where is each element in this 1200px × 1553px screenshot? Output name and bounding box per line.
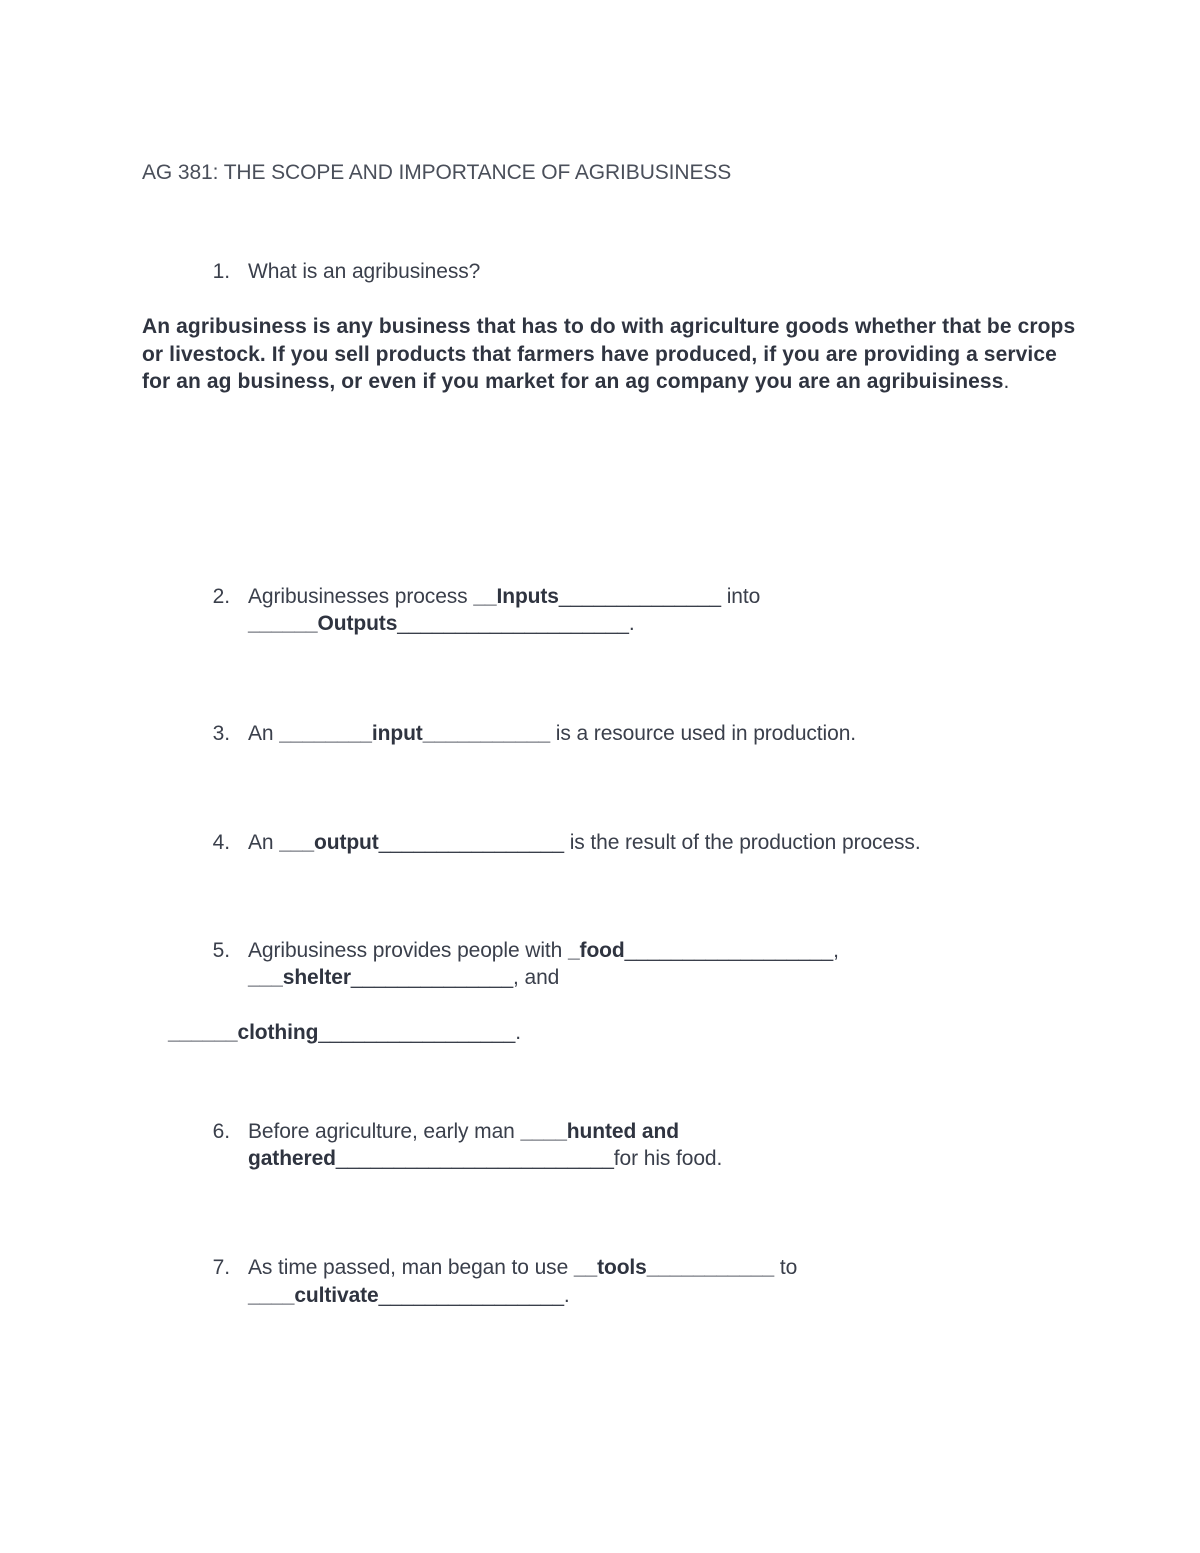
question-text-line-2: ____cultivate________________. bbox=[248, 1284, 570, 1307]
filled-answer: Inputs bbox=[496, 585, 559, 608]
filled-answer: cultivate bbox=[294, 1284, 379, 1307]
question-number: 6. bbox=[212, 1120, 230, 1143]
question-text: An ___output________________ is the result of the production process. bbox=[248, 831, 921, 854]
filled-answer: output bbox=[313, 831, 379, 854]
filled-answer: shelter bbox=[282, 966, 351, 989]
question-text: What is an agribusiness? bbox=[248, 260, 481, 283]
question-text-line-2: ___shelter______________, and bbox=[248, 966, 560, 989]
filled-answer: gathered bbox=[248, 1147, 336, 1170]
question-text-line-2: gathered________________________for his food. bbox=[248, 1147, 723, 1170]
question-number: 3. bbox=[212, 722, 230, 745]
filled-answer: tools bbox=[597, 1256, 647, 1279]
answer-period: . bbox=[1003, 370, 1010, 393]
filled-answer: clothing bbox=[237, 1021, 319, 1044]
filled-answer: food bbox=[579, 939, 625, 962]
answer-text: An agribusiness is any business that has to do with agriculture goods whether that be crops or livestock. If you sell products that farmers have produced, if you are providing a service for an ag business, or even if you market for an ag company you are an agribuisiness bbox=[142, 315, 1076, 393]
filled-answer: hunted and bbox=[566, 1120, 679, 1143]
question-number: 1. bbox=[212, 260, 230, 283]
question-text-line-1: As time passed, man began to use __tools___________ to bbox=[248, 1256, 798, 1279]
question-text-line-2: ______Outputs____________________. bbox=[248, 612, 635, 635]
question-text-line-3: ______clothing_________________. bbox=[168, 1021, 521, 1044]
page-title: AG 381: THE SCOPE AND IMPORTANCE OF AGRIBUSINESS bbox=[142, 161, 732, 184]
filled-answer: input bbox=[371, 722, 423, 745]
question-text-line-1: Agribusiness provides people with _food__________________, bbox=[248, 939, 839, 962]
question-number: 2. bbox=[212, 585, 230, 608]
filled-answer: Outputs bbox=[317, 612, 398, 635]
question-number: 7. bbox=[212, 1256, 230, 1279]
question-number: 4. bbox=[212, 831, 230, 854]
question-text-line-1: Agribusinesses process __Inputs______________ into bbox=[248, 585, 761, 608]
question-number: 5. bbox=[212, 939, 230, 962]
answer-paragraph bbox=[142, 313, 1082, 396]
question-text-line-1: Before agriculture, early man ____hunted and bbox=[248, 1120, 679, 1143]
question-text: An ________input___________ is a resource used in production. bbox=[248, 722, 857, 745]
